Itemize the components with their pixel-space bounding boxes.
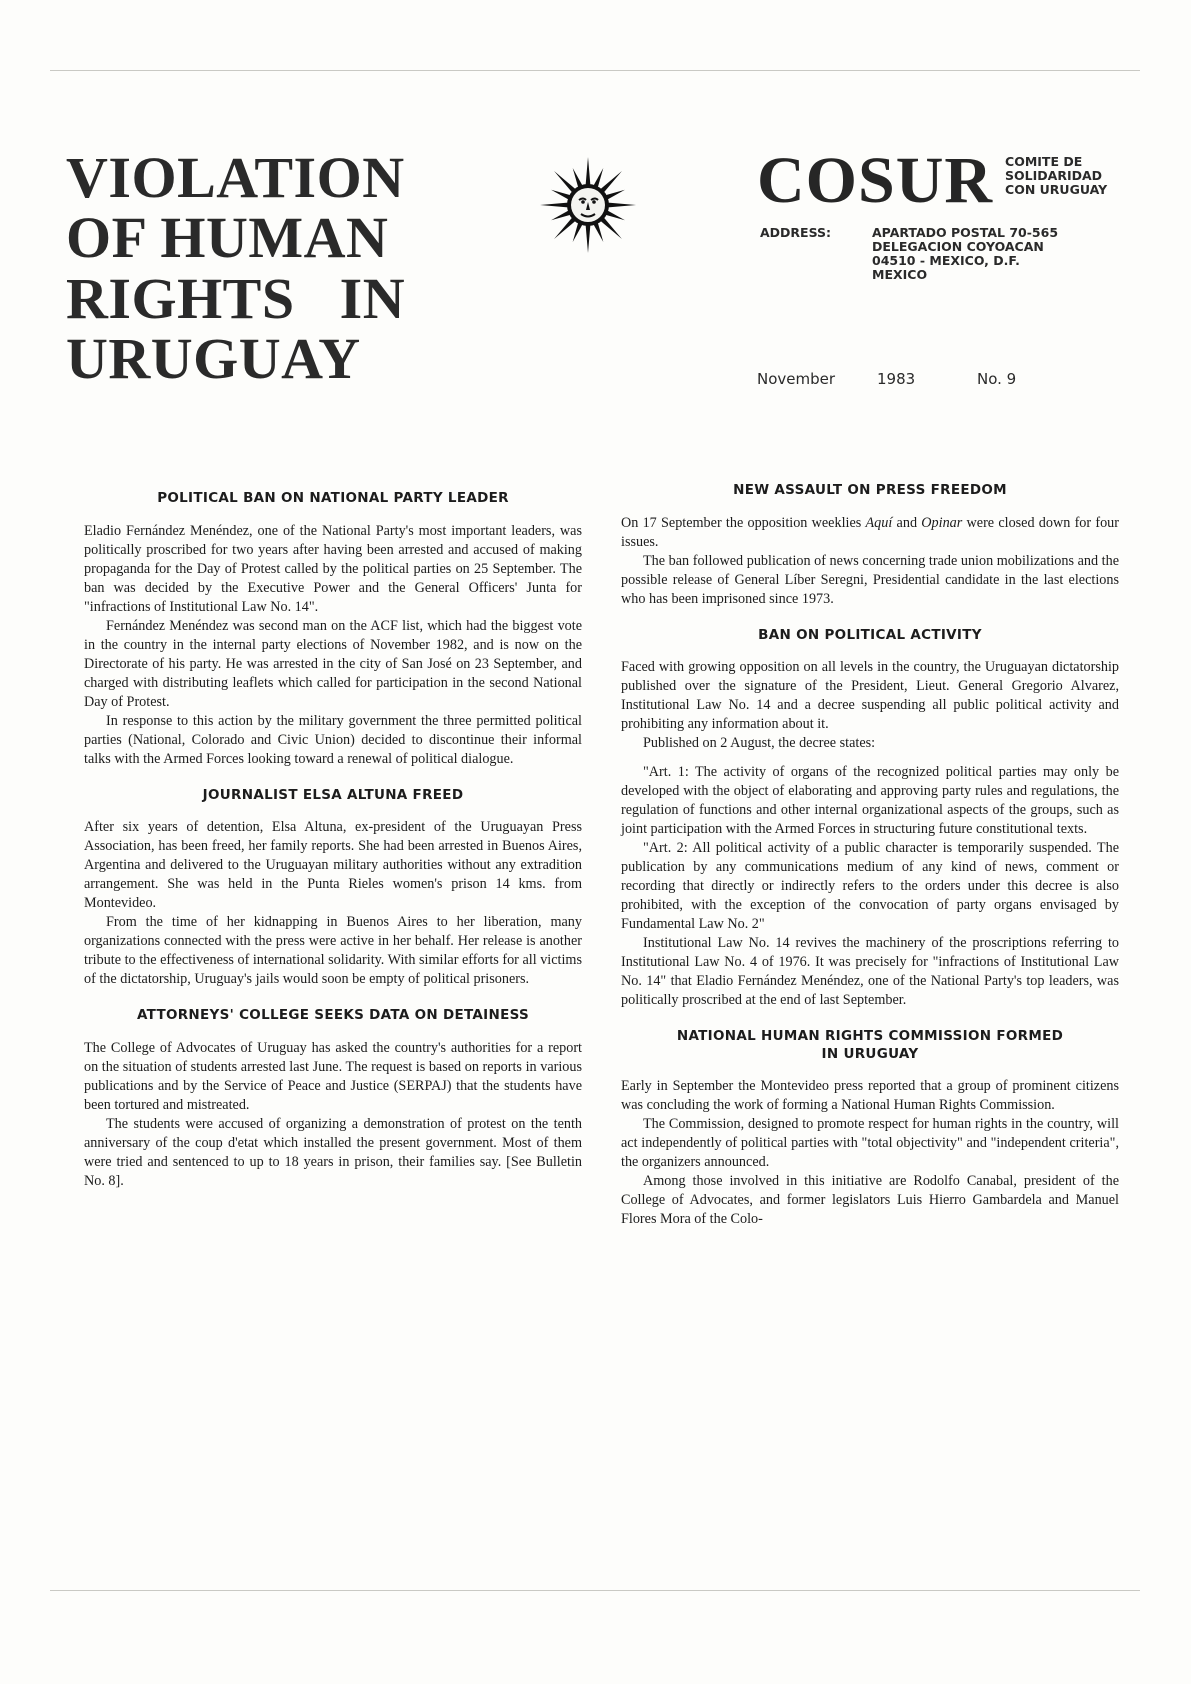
sun-ray: [554, 217, 576, 239]
article-paragraph: Faced with growing opposition on all levels in the country, the Uruguayan dictatorship published over the signature of the President, Lieut. General Gregorio Alvarez, Institutional Law No. 14 and a decree suspending all public political activity and prohibiting any information about it.: [621, 659, 1119, 733]
article-heading: BAN ON POLITICAL ACTIVITY: [758, 626, 982, 643]
article-paragraph: Among those involved in this initiative are Rodolfo Canabal, president of the College of Advocates, and former legislators Luis Hierro Gambardela and Manuel Flores Mora of the Colo-: [621, 1173, 1119, 1228]
address-line: DELEGACION COYOACAN: [872, 239, 1044, 254]
org-subtitle: [1005, 155, 1107, 197]
article-paragraph: Institutional Law No. 14 revives the machinery of the proscriptions referring to Institutional Law No. 4 of 1976. It was precisely for "infractions of Institutional Law No. 14" that Eladio Fernández Menéndez, one of the National Party's top leaders, was politically proscribed at the end of last September.: [621, 935, 1119, 1009]
page-title: [66, 145, 446, 391]
issue-year: 1983: [877, 370, 916, 388]
org-subtitle-line: SOLIDARIDAD: [1005, 168, 1103, 183]
article-paragraph: Early in September the Montevideo press reported that a group of prominent citizens was concluding the work of forming a National Human Rights Commission.: [621, 1078, 1119, 1114]
publication-name: Opinar: [921, 514, 963, 531]
text-run: were closed down for four issues.: [621, 514, 1119, 550]
issue-number: No. 9: [977, 370, 1017, 388]
org-subtitle-line: CON URUGUAY: [1005, 182, 1108, 197]
top-rule: [50, 70, 1140, 71]
address-line: MEXICO: [872, 267, 928, 282]
left-column: [84, 490, 582, 1209]
article-attorneys-college: [84, 1007, 582, 1191]
article-paragraph: "Art. 1: The activity of organs of the recognized political parties may only be developed with the object of elaborating and approving party rules and regulations, the regulation of functions and other internal organizational aspects of the groups, such as joint participation with the Armed Forces in structuring future constitutional texts.: [621, 764, 1119, 838]
article-paragraph: The College of Advocates of Uruguay has asked the country's authorities for a report on the situation of students arrested last June. The request is based on reports in various publications and by the Service of Peace and Justice (SERPAJ) that the students have been tortured and mistreated.: [84, 1039, 582, 1113]
address-label: ADDRESS:: [760, 225, 832, 240]
article-paragraph: Eladio Fernández Menéndez, one of the National Party's most important leaders, was politically proscribed for two years after having been arrested and accused of making propaganda for the Day of Protest called by the political parties on 25 September. The ban was decided by the Executive Power and the General Officers' Junta for "infractions of Institutional Law No. 14".: [84, 522, 582, 615]
article-heading: JOURNALIST ELSA ALTUNA FREED: [202, 786, 464, 803]
article-press-freedom: [621, 482, 1119, 609]
title-line: RIGHTS IN: [66, 265, 406, 331]
sun-ray: [540, 203, 569, 208]
sun-ray: [586, 224, 591, 253]
article-paragraph: The Commission, designed to promote respect for human rights in the country, will act independently of political parties with "total objectivity" and "independent criteria", the organizers announced.: [621, 1116, 1119, 1171]
title-line: OF HUMAN: [66, 205, 389, 271]
issue-month: November: [757, 370, 836, 388]
bottom-rule: [50, 1590, 1140, 1591]
article-paragraph: After six years of detention, Elsa Altuna, ex-president of the Uruguayan Press Association, has been freed, her family reports. She had been arrested in Buenos Aires, Argentina and delivered to the Uruguayan military authorities without any extradition arrangement. She was held in the Punta Rieles women's prison 14 kms. from Montevideo.: [84, 819, 582, 912]
article-paragraph: [621, 514, 1119, 552]
sun-ray: [554, 171, 576, 193]
text-run: On 17 September the opposition weeklies: [621, 514, 866, 531]
sun-ray: [607, 203, 636, 208]
sun-ray: [600, 171, 622, 193]
address-line: 04510 - MEXICO, D.F.: [872, 253, 1020, 268]
address-line: APARTADO POSTAL 70-565: [872, 225, 1059, 240]
article-heading: [621, 1028, 1119, 1063]
article-paragraph: From the time of her kidnapping in Buenos Aires to her liberation, many organizations connected with the press were active in her behalf. Her release is another tribute to the effectiveness of international solidarity. With similar efforts for all victims of the dictatorship, Uruguay's jails would soon be empty of political prisoners.: [84, 914, 582, 988]
article-journalist-freed: [84, 787, 582, 990]
sun-ray: [600, 217, 622, 239]
article-paragraph: Published on 2 August, the decree states:: [643, 735, 876, 752]
text-run: and: [892, 514, 922, 531]
article-human-rights-commission: [621, 1028, 1119, 1229]
sun-emblem-icon: [538, 150, 638, 260]
org-logo: [757, 144, 1108, 217]
heading-line: NATIONAL HUMAN RIGHTS COMMISSION FORMED: [676, 1028, 1064, 1045]
article-heading: POLITICAL BAN ON NATIONAL PARTY LEADER: [157, 490, 509, 506]
right-column: [621, 482, 1119, 1247]
article-paragraph: The ban followed publication of news concerning trade union mobilizations and the possible release of General Líber Seregni, Presidential candidate in the last elections who has been imprisoned since 1973.: [621, 552, 1119, 607]
org-name: COSUR: [757, 144, 994, 217]
address-lines: [872, 226, 1152, 282]
article-political-activity-ban: [621, 627, 1119, 1011]
article-paragraph: The students were accused of organizing a demonstration of protest on the tenth anniversary of the coup d'etat which installed the present government. Most of them were tried and sentenced to up to 18 years in prison, their families say. [See Bulletin No. 8].: [84, 1115, 582, 1189]
sun-ray: [586, 157, 591, 186]
title-line: URUGUAY: [66, 325, 361, 391]
article-paragraph: Fernández Menéndez was second man on the ACF list, which had the biggest vote in the country in the internal party elections of November 1982, and is now on the Directorate of his party. He was arrested in the city of San José on 23 September, and charged with distributing leaflets which called for participation in the second National Day of Protest.: [84, 617, 582, 710]
article-paragraph: In response to this action by the military government the three permitted political parties (National, Colorado and Civic Union) decided to discontinue their informal talks with the Armed Forces looking toward a renewal of political dialogue.: [84, 712, 582, 767]
article-heading: NEW ASSAULT ON PRESS FREEDOM: [733, 482, 1007, 498]
publication-name: Aquí: [865, 514, 893, 531]
org-subtitle-line: COMITE DE: [1005, 154, 1083, 169]
article-heading: ATTORNEYS' COLLEGE SEEKS DATA ON DETAINESS: [136, 1007, 530, 1024]
article-political-ban: [84, 490, 582, 769]
article-paragraph: "Art. 2: All political activity of a public character is temporarily suspended. The publication by any communications medium of any kind of news, comment or recording that directly or indirectly refers to the orders under this decree is also prohibited, with the exception of the convocation of party organs envisaged by Fundamental Law No. 2": [621, 840, 1119, 933]
title-line: VIOLATION: [66, 145, 405, 210]
heading-line: IN URUGUAY: [821, 1045, 919, 1062]
